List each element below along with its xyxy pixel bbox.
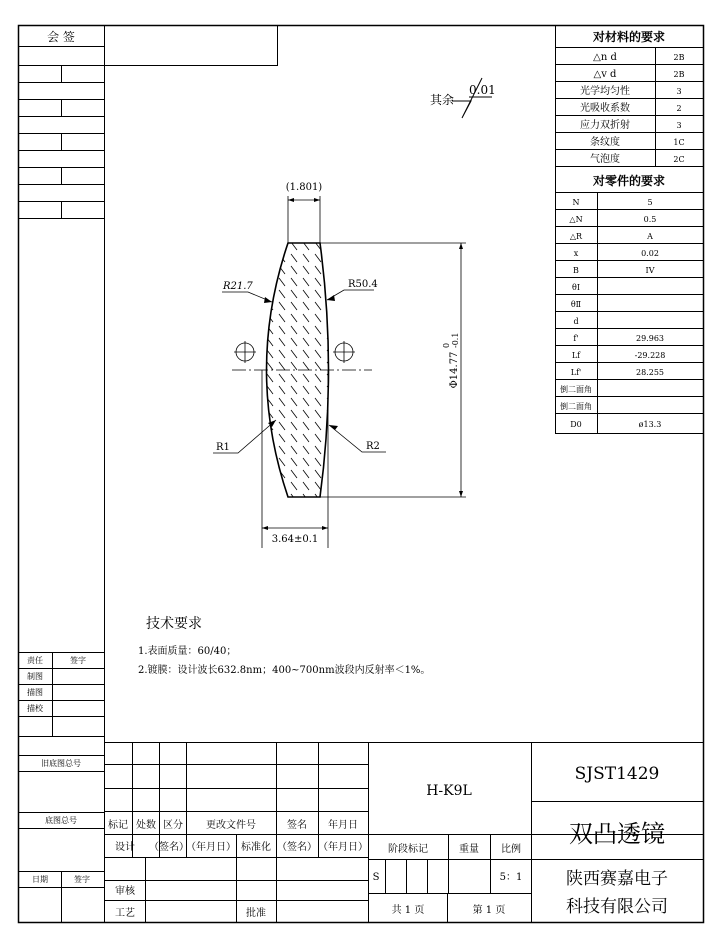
diameter-dimension: Φ14.77 bbox=[449, 351, 460, 389]
standardization-label: 标准化 bbox=[241, 842, 271, 853]
material-row-label: 光吸收系数 bbox=[580, 103, 630, 114]
material-row-label: 光学均匀性 bbox=[580, 86, 630, 97]
lens-drawing bbox=[213, 196, 466, 548]
weight-label: 重量 bbox=[459, 844, 479, 855]
part-row-label: N bbox=[572, 198, 580, 207]
material-name: H-K9L bbox=[426, 783, 472, 799]
material-row-value: 1C bbox=[673, 138, 685, 147]
radius-left-label: R21.7 bbox=[223, 281, 253, 292]
surface-note-label: 其余 bbox=[430, 93, 455, 107]
sign-label-drawing: 制图 bbox=[27, 672, 43, 681]
part-row-label: △R bbox=[569, 232, 583, 241]
header-count: 处数 bbox=[136, 820, 156, 831]
stage-label: 阶段标记 bbox=[388, 844, 428, 855]
standardization-sign: （签名） bbox=[277, 842, 317, 853]
header-mark: 标记 bbox=[108, 820, 128, 831]
total-pages: 共 1 页 bbox=[391, 905, 425, 916]
sign-label-signature: 签字 bbox=[70, 656, 86, 665]
part-row-label: D0 bbox=[570, 420, 582, 429]
sign-label-proofing: 描校 bbox=[27, 704, 43, 713]
part-row-label: θⅠ bbox=[572, 283, 580, 292]
diameter-tol-lower: -0.1 bbox=[451, 332, 460, 348]
standardization-date: （年月日） bbox=[318, 842, 368, 853]
part-row-label: x bbox=[573, 249, 579, 258]
part-row-value: -29.228 bbox=[634, 351, 666, 360]
archive-label: 旧底图总号 bbox=[41, 759, 81, 768]
part-name: 双凸透镜 bbox=[569, 820, 665, 848]
material-row-value: 3 bbox=[676, 87, 682, 96]
drawing-number: SJST1429 bbox=[574, 764, 660, 784]
material-row-label: 气泡度 bbox=[590, 154, 620, 165]
part-row-label: Lf' bbox=[570, 368, 582, 377]
signature-label: 签字 bbox=[74, 875, 90, 884]
scale-value: 5：1 bbox=[499, 872, 523, 883]
part-row-value: 0.02 bbox=[641, 249, 659, 258]
sign-label-tracing: 描图 bbox=[27, 688, 43, 697]
company-name-line1: 陕西赛嘉电子 bbox=[566, 869, 668, 889]
part-row-label: d bbox=[573, 317, 579, 326]
material-row-label: △v d bbox=[593, 69, 617, 80]
part-row-label: △N bbox=[569, 215, 583, 224]
radius-right-label: R50.4 bbox=[348, 279, 378, 290]
tech-line: 2.镀膜：设计波长632.8nm；400~700nm波段内反射率＜1%。 bbox=[138, 665, 431, 676]
material-row-value: 2B bbox=[673, 53, 685, 62]
header-sign: 签名 bbox=[287, 820, 307, 831]
materials-title: 对材料的要求 bbox=[592, 30, 666, 44]
tech-line: 1.表面质量：60/40； bbox=[138, 646, 237, 657]
material-row-value: 2 bbox=[676, 104, 682, 113]
design-sign: （签名） bbox=[149, 842, 189, 853]
part-row-label: θⅡ bbox=[570, 300, 582, 309]
date-label: 日期 bbox=[32, 875, 48, 884]
parts-title: 对零件的要求 bbox=[592, 174, 666, 188]
scale-label: 比例 bbox=[501, 844, 521, 855]
part-row-label: B bbox=[573, 266, 579, 275]
material-row-value: 2B bbox=[673, 70, 685, 79]
material-row-value: 2C bbox=[673, 155, 685, 164]
part-row-value: A bbox=[647, 232, 653, 241]
header-change-doc: 更改文件号 bbox=[206, 820, 256, 831]
header-zone: 区分 bbox=[163, 820, 183, 831]
page-number: 第 1 页 bbox=[472, 905, 506, 916]
thickness-dimension: (1.801) bbox=[285, 182, 323, 193]
design-date: （年月日） bbox=[186, 842, 236, 853]
review-label: 审核 bbox=[115, 886, 135, 897]
part-row-value: 28.255 bbox=[636, 368, 664, 377]
part-row-value: ø13.3 bbox=[638, 420, 662, 429]
part-row-value: IV bbox=[645, 266, 655, 275]
surface-note-value: 0.01 bbox=[469, 83, 496, 97]
header-date: 年月日 bbox=[328, 820, 358, 831]
material-row-label: △n d bbox=[593, 52, 617, 63]
part-row-value: 5 bbox=[647, 198, 653, 207]
stage-value: S bbox=[372, 872, 380, 883]
sign-label-responsible: 责任 bbox=[27, 656, 43, 665]
design-label: 设计 bbox=[115, 842, 135, 853]
part-row-label: Lf bbox=[571, 351, 581, 360]
part-row-value: 0.5 bbox=[643, 215, 657, 224]
countersign-header: 会 签 bbox=[47, 30, 75, 44]
radius-r1-label: R1 bbox=[216, 442, 230, 453]
base-drawing-label: 底图总号 bbox=[45, 816, 77, 825]
approve-label: 批准 bbox=[246, 908, 266, 919]
diameter-tol-upper: 0 bbox=[442, 342, 451, 348]
center-thickness-dimension: 3.64±0.1 bbox=[271, 534, 319, 545]
part-row-label: f' bbox=[573, 334, 579, 343]
company-name-line2: 科技有限公司 bbox=[566, 897, 668, 917]
part-row-label: 倒二面角 bbox=[560, 402, 592, 411]
material-row-label: 应力双折射 bbox=[580, 120, 630, 131]
material-row-value: 3 bbox=[676, 121, 682, 130]
process-label: 工艺 bbox=[115, 908, 135, 919]
radius-r2-label: R2 bbox=[366, 441, 380, 452]
tech-title: 技术要求 bbox=[146, 616, 202, 632]
part-row-label: 倒二面角 bbox=[560, 385, 592, 394]
material-row-label: 条纹度 bbox=[590, 137, 620, 148]
part-row-value: 29.963 bbox=[636, 334, 664, 343]
